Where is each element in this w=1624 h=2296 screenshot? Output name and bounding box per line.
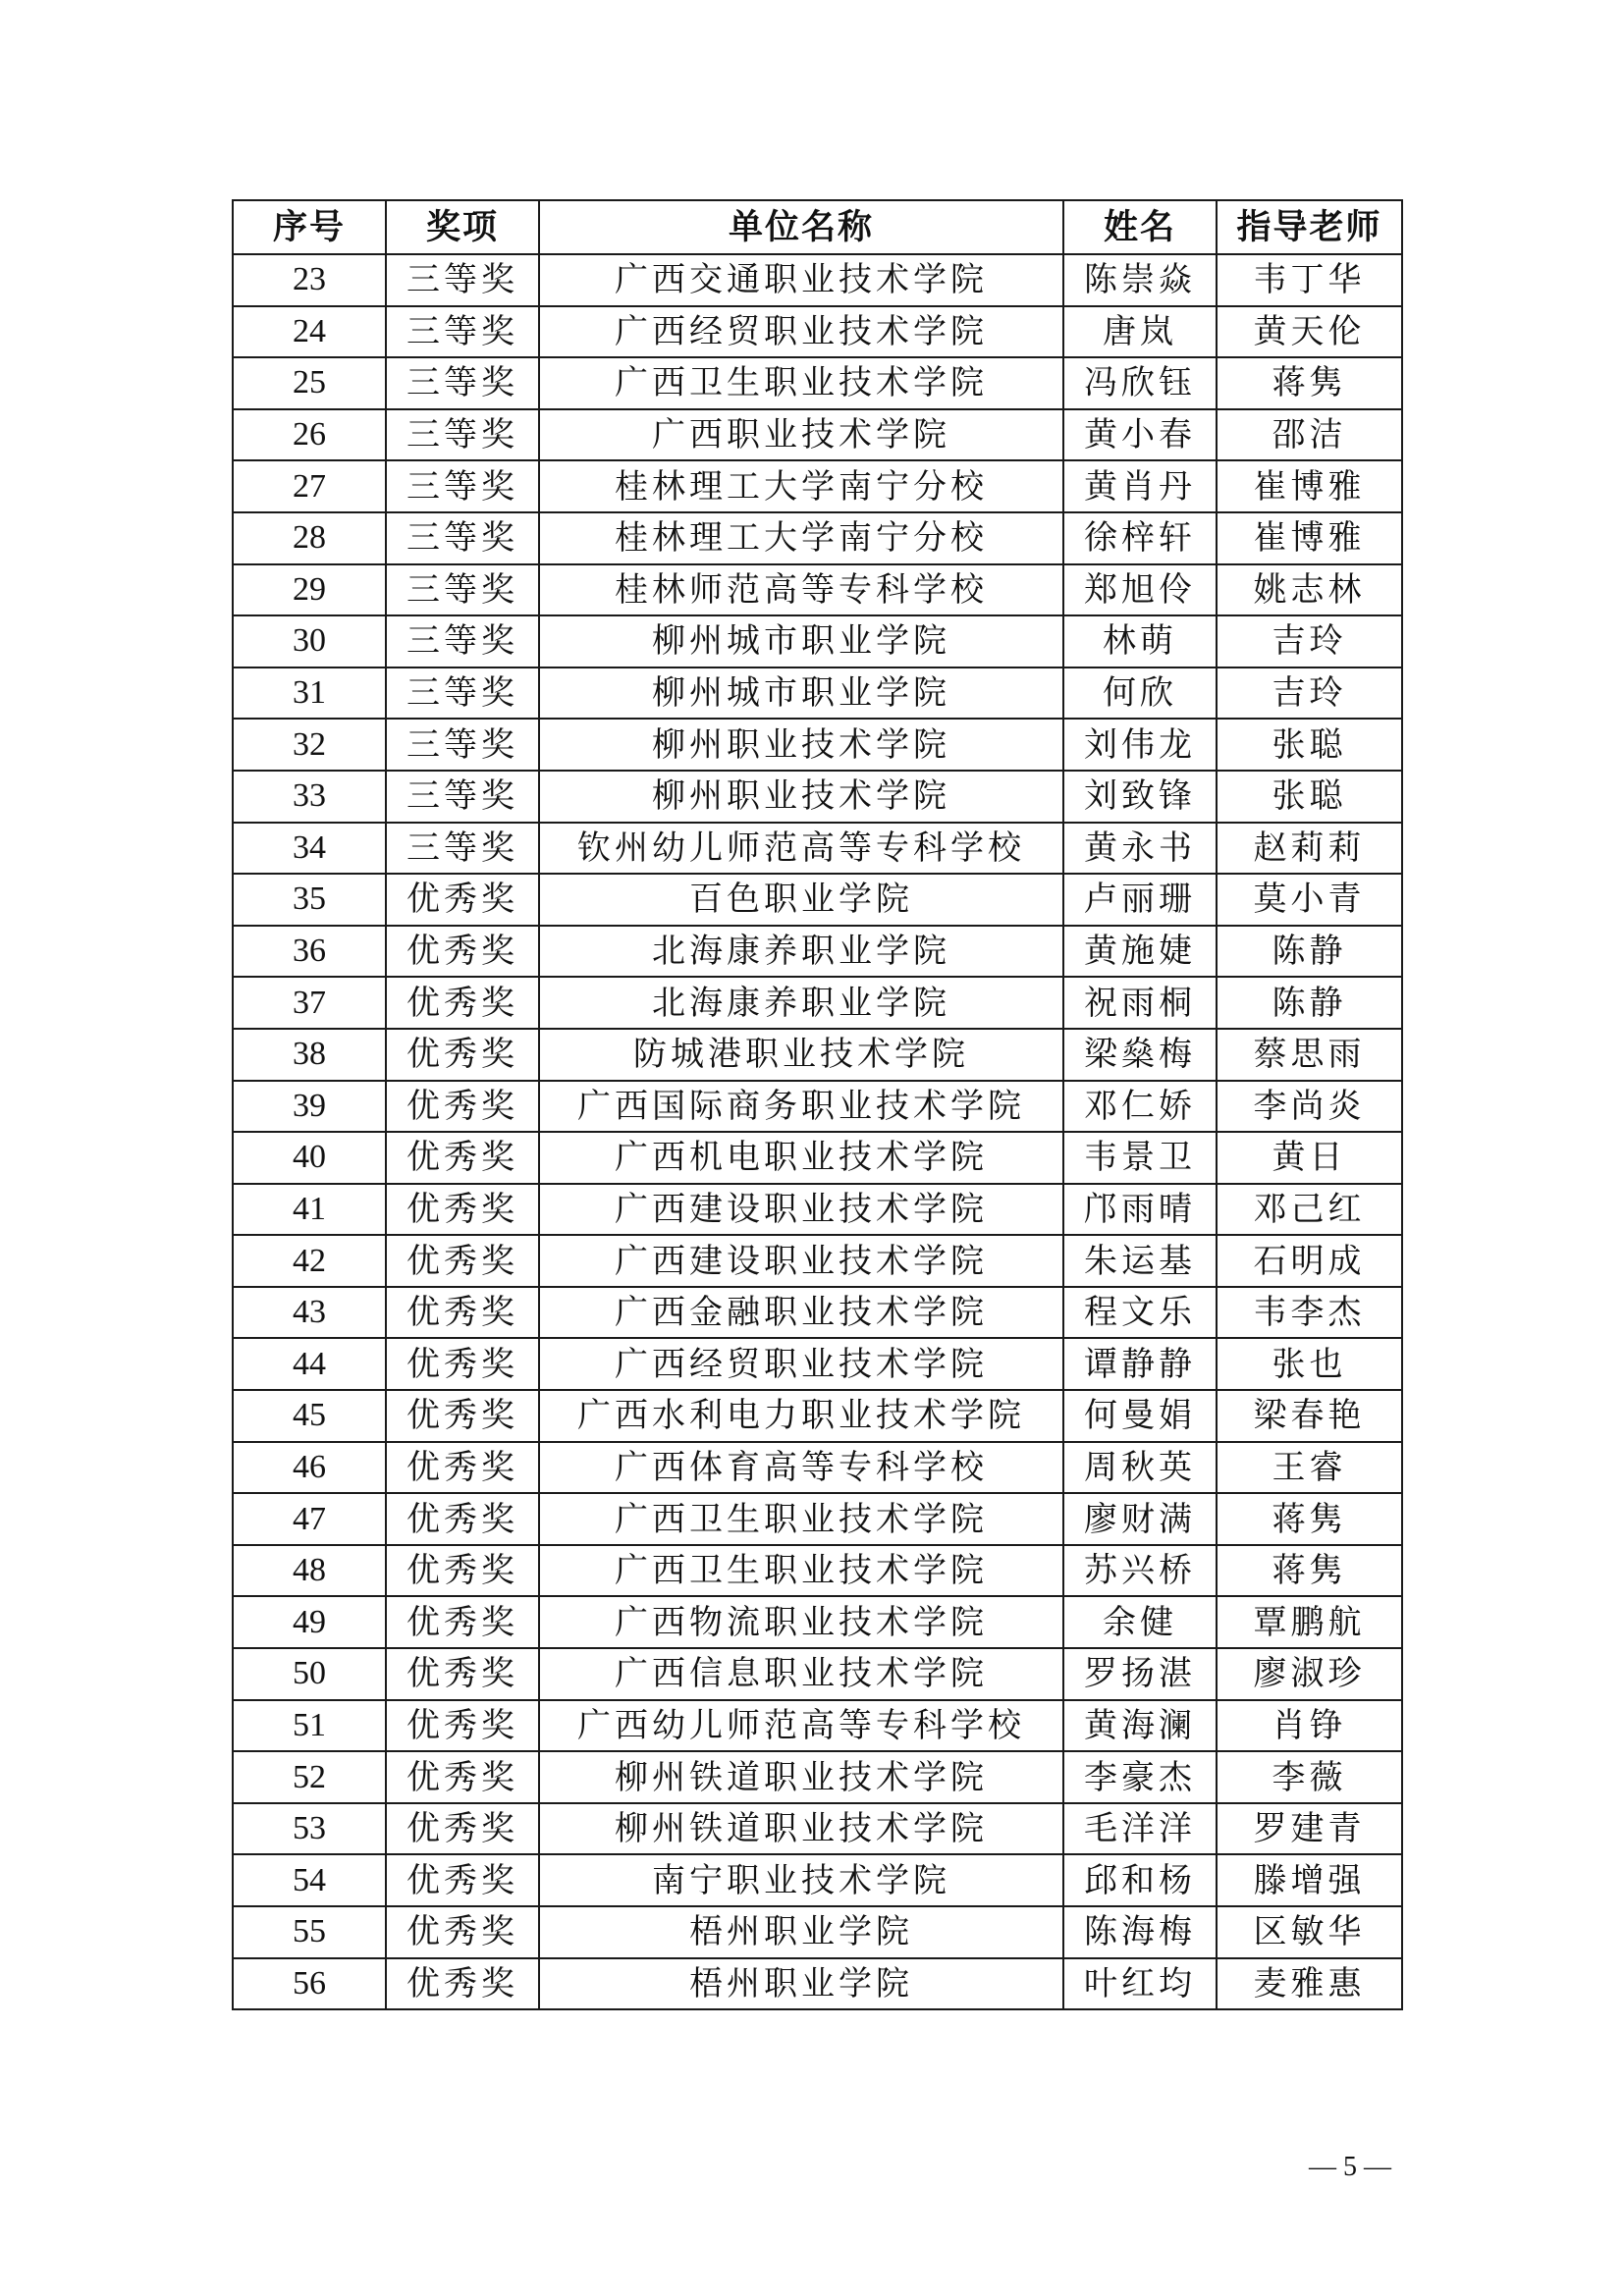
cell-advisor: 李薇	[1217, 1751, 1402, 1803]
cell-institution: 广西信息职业技术学院	[539, 1648, 1063, 1700]
cell-name: 黄小春	[1063, 409, 1217, 461]
cell-index: 51	[233, 1700, 386, 1752]
cell-award: 三等奖	[386, 615, 539, 667]
cell-index: 44	[233, 1338, 386, 1390]
cell-institution: 广西幼儿师范高等专科学校	[539, 1700, 1063, 1752]
cell-advisor: 张聪	[1217, 771, 1402, 823]
cell-institution: 广西卫生职业技术学院	[539, 357, 1063, 409]
cell-award: 优秀奖	[386, 1287, 539, 1339]
cell-name: 李豪杰	[1063, 1751, 1217, 1803]
table-row	[233, 1493, 1402, 1545]
cell-name: 苏兴桥	[1063, 1545, 1217, 1597]
cell-index: 39	[233, 1081, 386, 1133]
cell-award: 优秀奖	[386, 1235, 539, 1287]
cell-name: 郑旭伶	[1063, 564, 1217, 616]
cell-award: 三等奖	[386, 667, 539, 720]
cell-advisor: 张聪	[1217, 719, 1402, 771]
table-row	[233, 1235, 1402, 1287]
cell-award: 三等奖	[386, 512, 539, 564]
cell-index: 50	[233, 1648, 386, 1700]
cell-award: 三等奖	[386, 564, 539, 616]
cell-name: 林萌	[1063, 615, 1217, 667]
cell-award: 优秀奖	[386, 1029, 539, 1081]
cell-institution: 桂林理工大学南宁分校	[539, 460, 1063, 512]
cell-index: 55	[233, 1906, 386, 1958]
cell-index: 46	[233, 1442, 386, 1494]
cell-name: 冯欣钰	[1063, 357, 1217, 409]
cell-advisor: 吉玲	[1217, 667, 1402, 720]
page-number: — 5 —	[1309, 2152, 1391, 2182]
cell-institution: 柳州城市职业学院	[539, 615, 1063, 667]
table-row	[233, 460, 1402, 512]
table-row	[233, 254, 1402, 306]
cell-name: 梁燊梅	[1063, 1029, 1217, 1081]
table-row	[233, 564, 1402, 616]
cell-award: 优秀奖	[386, 1906, 539, 1958]
cell-award: 优秀奖	[386, 1803, 539, 1855]
header-award: 奖项	[386, 200, 539, 254]
cell-name: 邱和杨	[1063, 1854, 1217, 1906]
cell-name: 黄肖丹	[1063, 460, 1217, 512]
table-row	[233, 1132, 1402, 1184]
table-row	[233, 1906, 1402, 1958]
cell-award: 优秀奖	[386, 926, 539, 978]
table-row	[233, 1545, 1402, 1597]
cell-institution: 桂林理工大学南宁分校	[539, 512, 1063, 564]
cell-name: 陈海梅	[1063, 1906, 1217, 1958]
cell-index: 53	[233, 1803, 386, 1855]
cell-award: 优秀奖	[386, 1596, 539, 1648]
cell-index: 40	[233, 1132, 386, 1184]
cell-name: 余健	[1063, 1596, 1217, 1648]
cell-name: 邓仁娇	[1063, 1081, 1217, 1133]
cell-institution: 广西水利电力职业技术学院	[539, 1390, 1063, 1442]
cell-award: 优秀奖	[386, 1081, 539, 1133]
cell-advisor: 邓己红	[1217, 1184, 1402, 1236]
cell-institution: 广西机电职业技术学院	[539, 1132, 1063, 1184]
cell-institution: 柳州铁道职业技术学院	[539, 1751, 1063, 1803]
cell-name: 廖财满	[1063, 1493, 1217, 1545]
table-row	[233, 357, 1402, 409]
cell-name: 谭静静	[1063, 1338, 1217, 1390]
cell-institution: 钦州幼儿师范高等专科学校	[539, 823, 1063, 875]
cell-advisor: 赵莉莉	[1217, 823, 1402, 875]
cell-index: 23	[233, 254, 386, 306]
cell-institution: 广西经贸职业技术学院	[539, 1338, 1063, 1390]
header-advisor: 指导老师	[1217, 200, 1402, 254]
cell-institution: 柳州铁道职业技术学院	[539, 1803, 1063, 1855]
cell-advisor: 蒋隽	[1217, 1545, 1402, 1597]
cell-name: 程文乐	[1063, 1287, 1217, 1339]
cell-name: 邝雨晴	[1063, 1184, 1217, 1236]
cell-institution: 广西职业技术学院	[539, 409, 1063, 461]
cell-institution: 广西交通职业技术学院	[539, 254, 1063, 306]
cell-name: 叶红均	[1063, 1958, 1217, 2010]
cell-advisor: 陈静	[1217, 926, 1402, 978]
cell-institution: 北海康养职业学院	[539, 977, 1063, 1029]
cell-index: 31	[233, 667, 386, 720]
cell-name: 黄海澜	[1063, 1700, 1217, 1752]
cell-index: 29	[233, 564, 386, 616]
cell-advisor: 邵洁	[1217, 409, 1402, 461]
cell-advisor: 姚志林	[1217, 564, 1402, 616]
cell-institution: 广西建设职业技术学院	[539, 1235, 1063, 1287]
cell-name: 毛洋洋	[1063, 1803, 1217, 1855]
cell-index: 25	[233, 357, 386, 409]
table-row	[233, 771, 1402, 823]
cell-advisor: 韦丁华	[1217, 254, 1402, 306]
cell-advisor: 王睿	[1217, 1442, 1402, 1494]
table-row	[233, 1338, 1402, 1390]
table-body	[233, 254, 1402, 2009]
table-row	[233, 1854, 1402, 1906]
cell-institution: 柳州职业技术学院	[539, 771, 1063, 823]
cell-advisor: 崔博雅	[1217, 512, 1402, 564]
cell-award: 优秀奖	[386, 1184, 539, 1236]
cell-advisor: 肖铮	[1217, 1700, 1402, 1752]
table-row	[233, 1287, 1402, 1339]
table-row	[233, 1700, 1402, 1752]
table-row	[233, 1958, 1402, 2010]
cell-name: 唐岚	[1063, 306, 1217, 358]
cell-index: 45	[233, 1390, 386, 1442]
cell-index: 24	[233, 306, 386, 358]
cell-institution: 柳州职业技术学院	[539, 719, 1063, 771]
cell-award: 优秀奖	[386, 1338, 539, 1390]
cell-advisor: 梁春艳	[1217, 1390, 1402, 1442]
cell-institution: 广西物流职业技术学院	[539, 1596, 1063, 1648]
cell-award: 优秀奖	[386, 1132, 539, 1184]
cell-advisor: 吉玲	[1217, 615, 1402, 667]
cell-institution: 广西卫生职业技术学院	[539, 1493, 1063, 1545]
cell-index: 52	[233, 1751, 386, 1803]
cell-name: 韦景卫	[1063, 1132, 1217, 1184]
cell-name: 朱运基	[1063, 1235, 1217, 1287]
cell-advisor: 滕增强	[1217, 1854, 1402, 1906]
cell-institution: 桂林师范高等专科学校	[539, 564, 1063, 616]
table-row	[233, 926, 1402, 978]
cell-name: 陈崇焱	[1063, 254, 1217, 306]
table-row	[233, 1648, 1402, 1700]
cell-index: 34	[233, 823, 386, 875]
cell-name: 罗扬湛	[1063, 1648, 1217, 1700]
cell-advisor: 张也	[1217, 1338, 1402, 1390]
cell-index: 33	[233, 771, 386, 823]
cell-award: 三等奖	[386, 771, 539, 823]
cell-index: 37	[233, 977, 386, 1029]
cell-index: 28	[233, 512, 386, 564]
cell-institution: 梧州职业学院	[539, 1906, 1063, 1958]
cell-name: 徐梓轩	[1063, 512, 1217, 564]
award-table	[232, 199, 1403, 2010]
cell-award: 优秀奖	[386, 1751, 539, 1803]
cell-index: 43	[233, 1287, 386, 1339]
cell-award: 优秀奖	[386, 1493, 539, 1545]
cell-award: 优秀奖	[386, 1648, 539, 1700]
table-row	[233, 874, 1402, 926]
cell-advisor: 莫小青	[1217, 874, 1402, 926]
cell-award: 三等奖	[386, 460, 539, 512]
cell-award: 优秀奖	[386, 1442, 539, 1494]
table-row	[233, 1029, 1402, 1081]
cell-award: 优秀奖	[386, 874, 539, 926]
cell-award: 三等奖	[386, 357, 539, 409]
cell-index: 41	[233, 1184, 386, 1236]
table-row	[233, 667, 1402, 720]
cell-award: 三等奖	[386, 306, 539, 358]
table-row	[233, 977, 1402, 1029]
table-row	[233, 1390, 1402, 1442]
cell-advisor: 麦雅惠	[1217, 1958, 1402, 2010]
cell-name: 黄施婕	[1063, 926, 1217, 978]
cell-institution: 南宁职业技术学院	[539, 1854, 1063, 1906]
cell-index: 32	[233, 719, 386, 771]
header-institution: 单位名称	[539, 200, 1063, 254]
table-row	[233, 1803, 1402, 1855]
cell-index: 56	[233, 1958, 386, 2010]
cell-advisor: 韦李杰	[1217, 1287, 1402, 1339]
cell-advisor: 石明成	[1217, 1235, 1402, 1287]
cell-name: 何曼娟	[1063, 1390, 1217, 1442]
cell-name: 祝雨桐	[1063, 977, 1217, 1029]
header-row	[233, 200, 1402, 254]
cell-index: 30	[233, 615, 386, 667]
header-index: 序号	[233, 200, 386, 254]
cell-advisor: 陈静	[1217, 977, 1402, 1029]
cell-index: 54	[233, 1854, 386, 1906]
table-row	[233, 1751, 1402, 1803]
table-row	[233, 719, 1402, 771]
cell-award: 三等奖	[386, 719, 539, 771]
table-row	[233, 409, 1402, 461]
cell-index: 26	[233, 409, 386, 461]
cell-institution: 广西国际商务职业技术学院	[539, 1081, 1063, 1133]
table-header	[233, 200, 1402, 254]
cell-institution: 广西经贸职业技术学院	[539, 306, 1063, 358]
cell-award: 三等奖	[386, 409, 539, 461]
cell-institution: 百色职业学院	[539, 874, 1063, 926]
cell-index: 35	[233, 874, 386, 926]
cell-name: 周秋英	[1063, 1442, 1217, 1494]
cell-advisor: 黄天伦	[1217, 306, 1402, 358]
cell-index: 27	[233, 460, 386, 512]
cell-advisor: 区敏华	[1217, 1906, 1402, 1958]
cell-award: 三等奖	[386, 254, 539, 306]
cell-name: 何欣	[1063, 667, 1217, 720]
cell-institution: 广西金融职业技术学院	[539, 1287, 1063, 1339]
cell-institution: 广西体育高等专科学校	[539, 1442, 1063, 1494]
cell-advisor: 蔡思雨	[1217, 1029, 1402, 1081]
cell-institution: 广西建设职业技术学院	[539, 1184, 1063, 1236]
cell-institution: 广西卫生职业技术学院	[539, 1545, 1063, 1597]
cell-name: 黄永书	[1063, 823, 1217, 875]
cell-institution: 柳州城市职业学院	[539, 667, 1063, 720]
cell-advisor: 覃鹏航	[1217, 1596, 1402, 1648]
cell-award: 优秀奖	[386, 1854, 539, 1906]
cell-advisor: 蒋隽	[1217, 1493, 1402, 1545]
cell-institution: 防城港职业技术学院	[539, 1029, 1063, 1081]
cell-index: 38	[233, 1029, 386, 1081]
cell-award: 优秀奖	[386, 1700, 539, 1752]
cell-advisor: 崔博雅	[1217, 460, 1402, 512]
cell-award: 优秀奖	[386, 977, 539, 1029]
table-row	[233, 1184, 1402, 1236]
cell-index: 42	[233, 1235, 386, 1287]
cell-advisor: 蒋隽	[1217, 357, 1402, 409]
cell-advisor: 李尚炎	[1217, 1081, 1402, 1133]
cell-name: 刘伟龙	[1063, 719, 1217, 771]
cell-award: 优秀奖	[386, 1958, 539, 2010]
table-row	[233, 1081, 1402, 1133]
cell-advisor: 黄日	[1217, 1132, 1402, 1184]
cell-index: 49	[233, 1596, 386, 1648]
table-row	[233, 512, 1402, 564]
cell-institution: 北海康养职业学院	[539, 926, 1063, 978]
table-row	[233, 1596, 1402, 1648]
table-row	[233, 823, 1402, 875]
table-row	[233, 1442, 1402, 1494]
table-row	[233, 615, 1402, 667]
cell-name: 卢丽珊	[1063, 874, 1217, 926]
table-row	[233, 306, 1402, 358]
cell-award: 三等奖	[386, 823, 539, 875]
header-name: 姓名	[1063, 200, 1217, 254]
cell-advisor: 廖淑珍	[1217, 1648, 1402, 1700]
cell-award: 优秀奖	[386, 1390, 539, 1442]
cell-advisor: 罗建青	[1217, 1803, 1402, 1855]
cell-index: 48	[233, 1545, 386, 1597]
cell-award: 优秀奖	[386, 1545, 539, 1597]
cell-index: 47	[233, 1493, 386, 1545]
cell-index: 36	[233, 926, 386, 978]
cell-institution: 梧州职业学院	[539, 1958, 1063, 2010]
cell-name: 刘致锋	[1063, 771, 1217, 823]
